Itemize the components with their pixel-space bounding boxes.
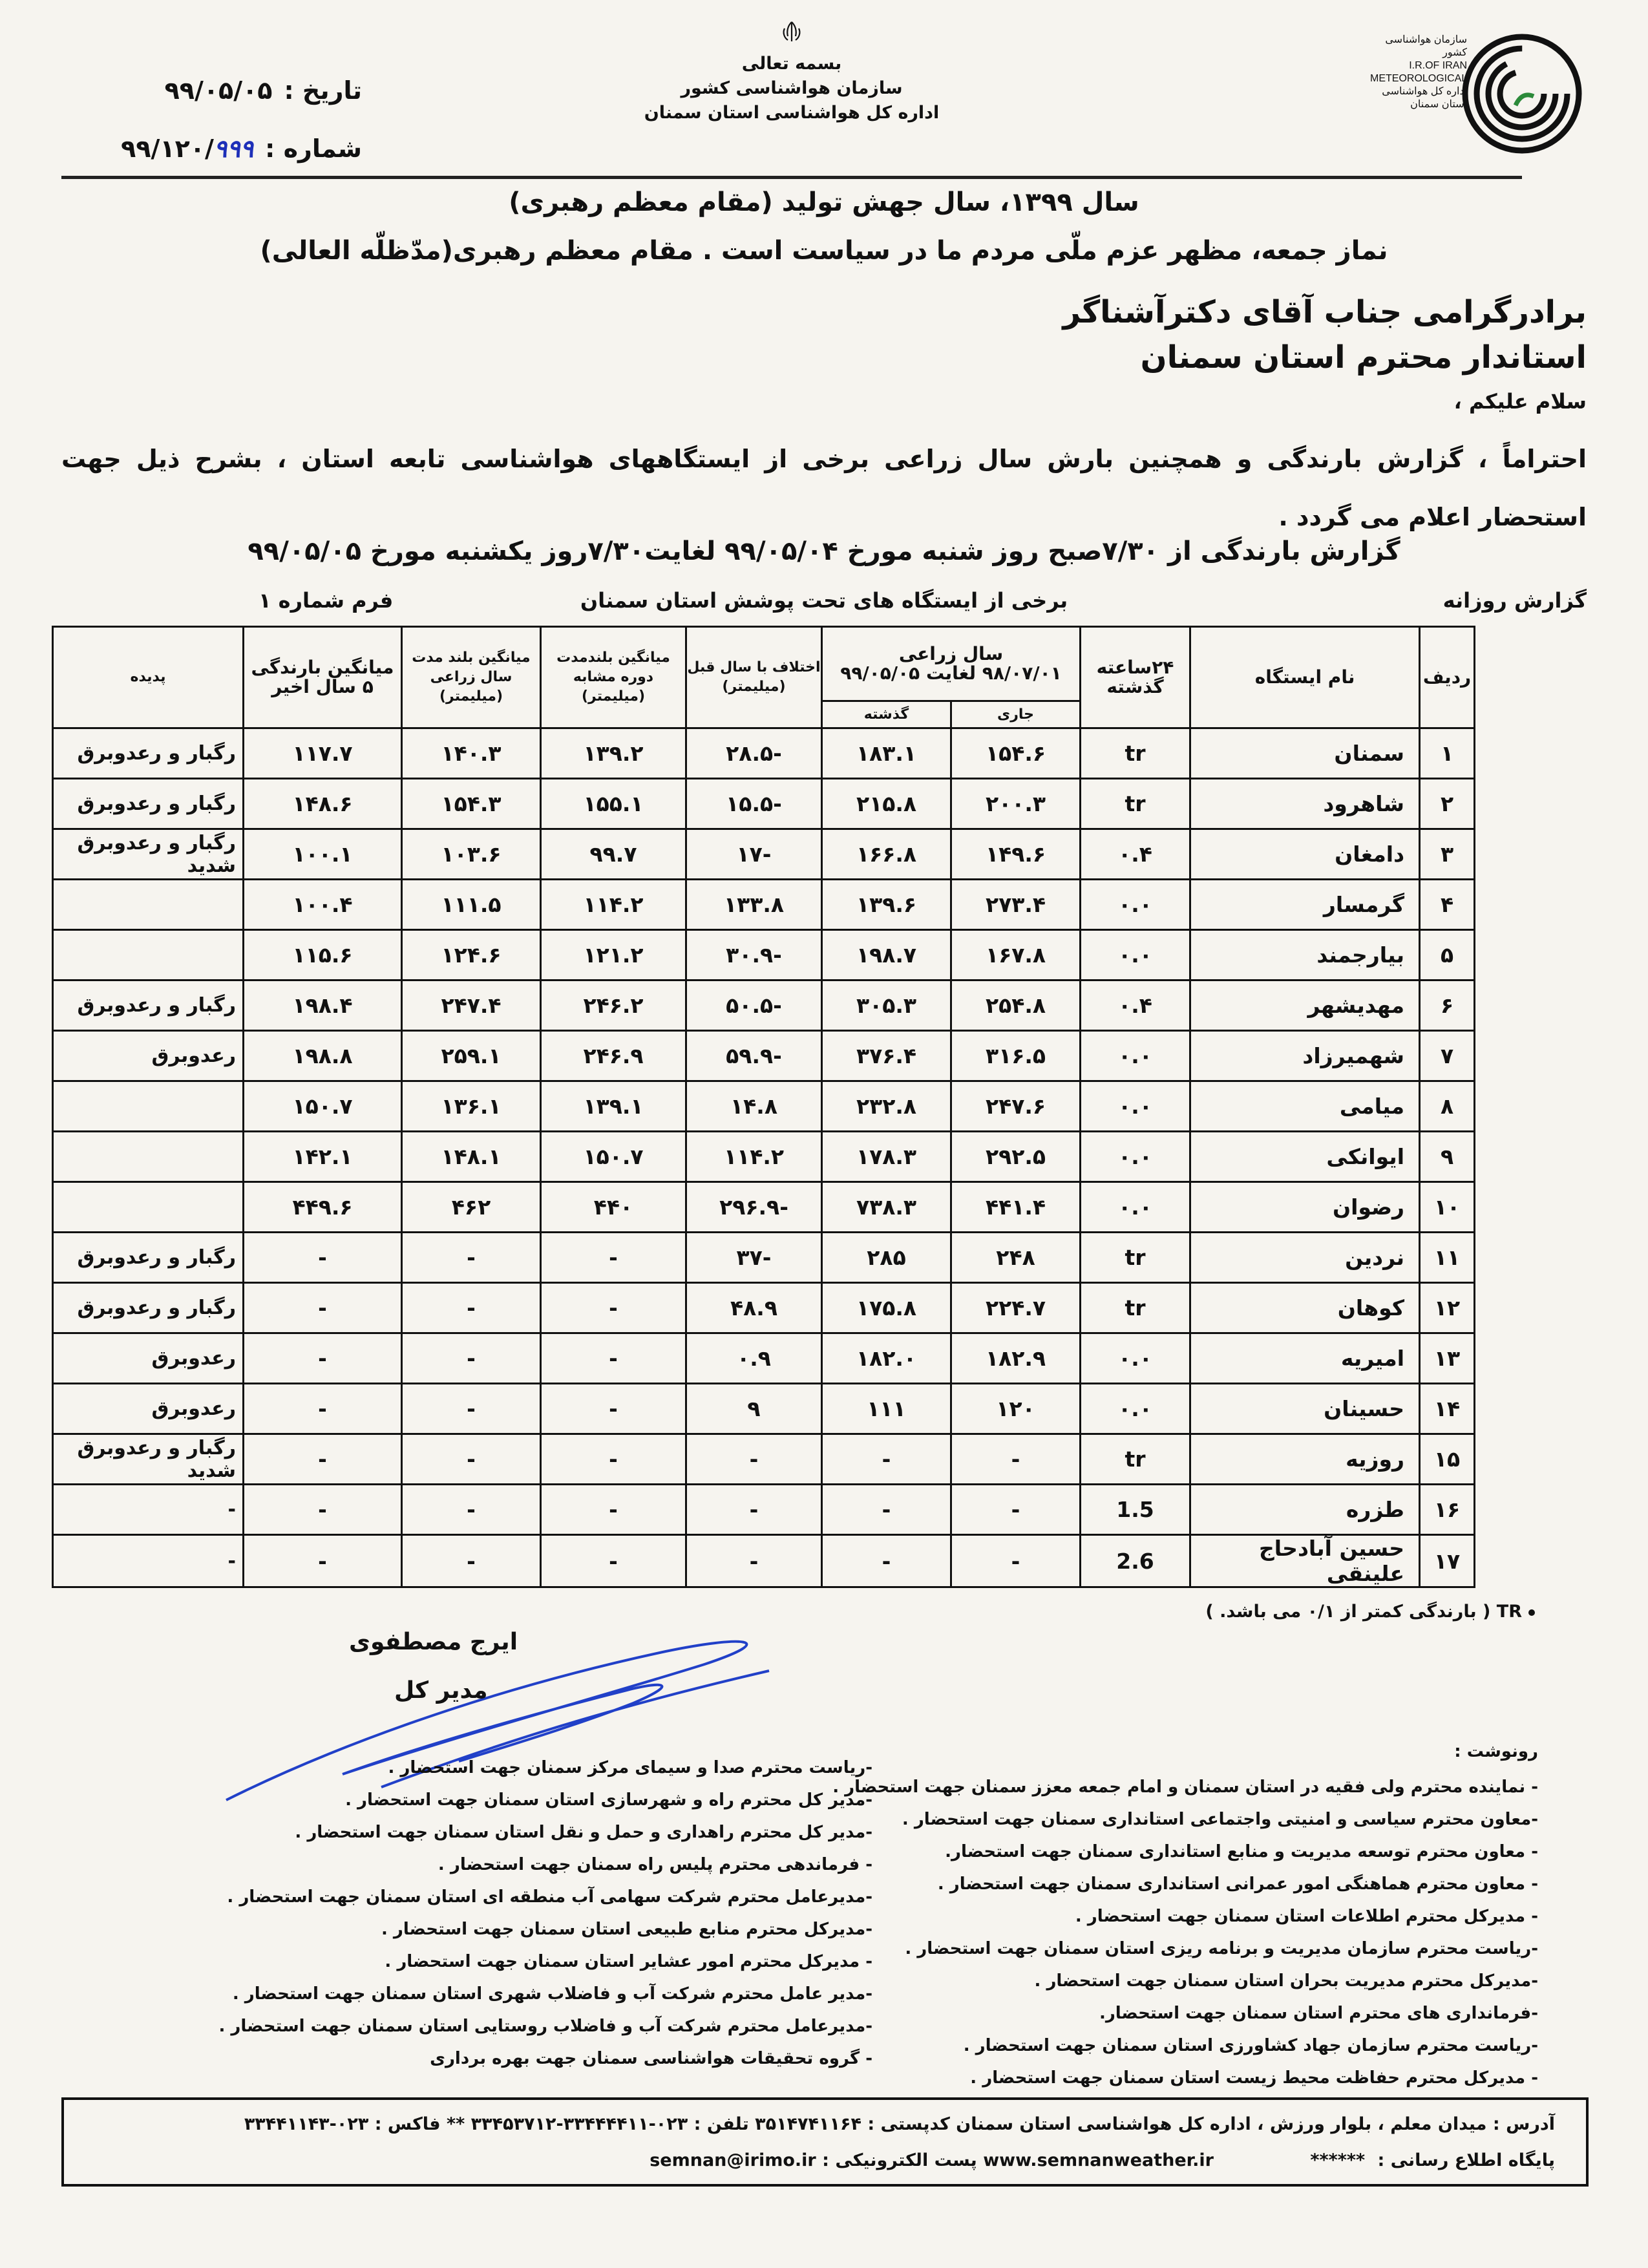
cell-past: ۲۸۵ <box>822 1233 951 1283</box>
cell-avg5: ۱۴۲.۱ <box>244 1132 402 1182</box>
cell-phenomenon <box>53 930 244 980</box>
cell-past: ۱۷۸.۳ <box>822 1132 951 1182</box>
tr-note <box>1205 1602 1535 1622</box>
table-row <box>53 1081 1475 1132</box>
table-row <box>53 1434 1475 1485</box>
cell-row-number: ۴ <box>1420 880 1475 930</box>
cell-phenomenon: - <box>53 1485 244 1535</box>
table-row <box>53 1233 1475 1283</box>
cell-similar: - <box>541 1535 686 1587</box>
footer-box <box>61 2097 1589 2187</box>
cell-station: شهمیرزاد <box>1190 1031 1420 1081</box>
basmala: بسمه تعالی <box>741 54 842 74</box>
col-24h-l1: ۲۴ساعته <box>1096 657 1174 678</box>
cell-diff: - <box>686 1434 822 1485</box>
report-scope: برخی از ایستگاه های تحت پوشش استان سمنان <box>580 588 1068 613</box>
cell-longterm: ۱۳۶.۱ <box>402 1081 541 1132</box>
col-longterm <box>402 627 541 728</box>
cell-similar: - <box>541 1384 686 1434</box>
cell-station: روزیه <box>1190 1434 1420 1485</box>
cc-item-left: - گروه تحقیقات هواشناسی سمنان جهت بهره برداری <box>430 2049 872 2068</box>
cell-longterm: ۱۱۱.۵ <box>402 880 541 930</box>
cell-station: مهدیشهر <box>1190 980 1420 1031</box>
cell-diff: - <box>686 1485 822 1535</box>
cell-current: ۱۵۴.۶ <box>951 728 1081 779</box>
cell-longterm: - <box>402 1333 541 1384</box>
cell-row-number: ۱۴ <box>1420 1384 1475 1434</box>
report-title: گزارش بارندگی از ۷/۳۰صبح روز شنبه مورخ ۹۹/۰۵/۰۴ لغایت۷/۳۰روز یکشنبه مورخ ۹۹/۰۵/۰۵ <box>248 536 1400 566</box>
cc-label: رونوشت : <box>1454 1742 1538 1761</box>
letter-body: احتراماً ، گزارش بارندگی و همچنین بارش سال زراعی برخی از ایستگاههای هواشناسی تابعه استان ، بشرح ذیل جهت استحضار اعلام می گردد . <box>61 445 1587 531</box>
cell-current: - <box>951 1535 1081 1587</box>
cell-avg5: - <box>244 1535 402 1587</box>
cell-24h: ۰.۰ <box>1081 1182 1190 1233</box>
cell-avg5: - <box>244 1283 402 1333</box>
email-label: پست الکترونیکی : <box>822 2150 977 2170</box>
col-diff-l1: اختلاف با سال قبل <box>687 659 821 675</box>
col-avg5-l1: میانگین بارندگی <box>251 657 394 678</box>
bullet-icon <box>1528 1609 1535 1616</box>
table-row <box>53 829 1475 880</box>
cell-24h: ۰.۴ <box>1081 980 1190 1031</box>
cell-similar: - <box>541 1434 686 1485</box>
col-crop-year-title: سال زراعی <box>898 643 1004 664</box>
col-24h <box>1081 627 1190 728</box>
cell-current: ۴۴۱.۴ <box>951 1182 1081 1233</box>
cell-24h: tr <box>1081 1283 1190 1333</box>
cell-avg5: - <box>244 1333 402 1384</box>
cell-phenomenon: رگبار و رعدوبرق شدید <box>53 1434 244 1485</box>
cc-item-left: -مدیر عامل محترم شرکت آب و فاضلاب شهری استان سمنان جهت استحضار . <box>232 1984 872 2004</box>
cell-station: رضوان <box>1190 1182 1420 1233</box>
number-label: شماره : <box>265 134 362 163</box>
cell-24h: ۰.۰ <box>1081 1132 1190 1182</box>
cell-current: ۱۶۷.۸ <box>951 930 1081 980</box>
cc-item-right: - معاون محترم هماهنگی امور عمرانی استانداری سمنان جهت استحضار . <box>937 1874 1538 1894</box>
col-diff-l2: (میلیمتر) <box>722 679 786 695</box>
cell-station: بیارجمند <box>1190 930 1420 980</box>
cell-phenomenon: - <box>53 1535 244 1587</box>
cell-avg5: - <box>244 1434 402 1485</box>
cell-diff: -۱۵.۵ <box>686 779 822 829</box>
cell-phenomenon: رگبار و رعدوبرق <box>53 779 244 829</box>
cell-row-number: ۱۷ <box>1420 1535 1475 1587</box>
cell-station: ایوانکی <box>1190 1132 1420 1182</box>
cell-longterm: - <box>402 1283 541 1333</box>
cell-similar: - <box>541 1283 686 1333</box>
cell-station: حسینان <box>1190 1384 1420 1434</box>
cell-station: امیریه <box>1190 1333 1420 1384</box>
cc-item-left: -مدیر کل محترم راهداری و حمل و نقل استان سمنان جهت استحضار . <box>295 1823 872 1842</box>
logo-fa-org: سازمان هواشناسی کشور <box>1385 34 1467 58</box>
cell-phenomenon: رگبار و رعدوبرق <box>53 728 244 779</box>
cell-24h: ۰.۰ <box>1081 1384 1190 1434</box>
cell-past: - <box>822 1485 951 1535</box>
cell-row-number: ۱۱ <box>1420 1233 1475 1283</box>
cc-item-right: -ریاست محترم سازمان مدیریت و برنامه ریزی استان سمنان جهت استحضار . <box>905 1939 1538 1958</box>
col-diff <box>686 627 822 728</box>
table-row <box>53 779 1475 829</box>
cell-diff: -۱۷ <box>686 829 822 880</box>
cell-row-number: ۵ <box>1420 930 1475 980</box>
cell-past: ۲۳۲.۸ <box>822 1081 951 1132</box>
cell-row-number: ۹ <box>1420 1132 1475 1182</box>
table-row <box>53 1384 1475 1434</box>
cell-row-number: ۱۵ <box>1420 1434 1475 1485</box>
cell-24h: ۰.۰ <box>1081 930 1190 980</box>
cell-current: ۲۲۴.۷ <box>951 1283 1081 1333</box>
cell-phenomenon <box>53 1132 244 1182</box>
cell-24h: ۰.۰ <box>1081 1031 1190 1081</box>
cell-station: میامی <box>1190 1081 1420 1132</box>
table-row <box>53 1031 1475 1081</box>
table-row <box>53 930 1475 980</box>
cell-diff: -۵۹.۹ <box>686 1031 822 1081</box>
cell-row-number: ۷ <box>1420 1031 1475 1081</box>
cc-item-right: -معاون محترم سیاسی و امنیتی واجتماعی استانداری سمنان جهت استحضار . <box>902 1810 1538 1829</box>
cell-current: ۱۲۰ <box>951 1384 1081 1434</box>
cell-similar: ۹۹.۷ <box>541 829 686 880</box>
cell-diff: ۱۴.۸ <box>686 1081 822 1132</box>
cell-past: ۳۰۵.۳ <box>822 980 951 1031</box>
col-24h-l2: گذشته <box>1106 676 1164 697</box>
cc-item-right: -فرمانداری های محترم استان سمنان جهت استحضار. <box>1099 2004 1538 2023</box>
cell-phenomenon: رگبار و رعدوبرق شدید <box>53 829 244 880</box>
col-similar-l2: دوره مشابه <box>573 669 654 685</box>
cell-similar: ۲۴۶.۹ <box>541 1031 686 1081</box>
cell-avg5: ۱۰۰.۴ <box>244 880 402 930</box>
cell-past: ۳۷۶.۴ <box>822 1031 951 1081</box>
cell-current: - <box>951 1434 1081 1485</box>
cell-phenomenon: رگبار و رعدوبرق <box>53 980 244 1031</box>
cell-similar: ۱۲۱.۲ <box>541 930 686 980</box>
cell-24h: 1.5 <box>1081 1485 1190 1535</box>
cell-24h: tr <box>1081 1233 1190 1283</box>
website-link[interactable]: www.semnanweather.ir <box>983 2150 1214 2170</box>
cc-item-left: - فرماندهی محترم پلیس راه سمنان جهت استحضار . <box>438 1855 872 1874</box>
signer-title: مدیر کل <box>394 1677 488 1704</box>
cell-24h: ۰.۰ <box>1081 1081 1190 1132</box>
dept-name: اداره کل هواشناسی استان سمنان <box>644 103 940 123</box>
cell-avg5: ۱۰۰.۱ <box>244 829 402 880</box>
cell-diff: -۲۹۶.۹ <box>686 1182 822 1233</box>
cell-longterm: - <box>402 1384 541 1434</box>
cell-similar: ۲۴۶.۲ <box>541 980 686 1031</box>
footer-contact <box>650 2150 1555 2170</box>
report-type: گزارش روزانه <box>1442 588 1587 613</box>
rainfall-table <box>52 626 1475 1588</box>
date-number-block <box>90 61 362 178</box>
cc-item-right: - نماینده محترم ولی فقیه در استان سمنان و امام جمعه معزز سمنان جهت استحضار . <box>832 1777 1538 1797</box>
cell-longterm: ۱۰۳.۶ <box>402 829 541 880</box>
letterhead <box>598 19 986 125</box>
logo-fa-dept: اداره کل هواشناسی استان سمنان <box>1382 86 1467 110</box>
table-row <box>53 1333 1475 1384</box>
cell-row-number: ۳ <box>1420 829 1475 880</box>
cell-diff: -۳۷ <box>686 1233 822 1283</box>
cell-current: ۱۸۲.۹ <box>951 1333 1081 1384</box>
footer-address: آدرس : میدان معلم ، بلوار ورزش ، اداره کل هواشناسی استان سمنان کدپستی : ۳۵۱۴۷۴۱۱۶۴ تلفن : ۰۲۳-۳۳۴۴۴۴۱۱-۳۳۴۵۳۷۱۲ ** فاکس : ۰۲۳-۳۳۴۴۱۱۴۳ <box>244 2114 1555 2134</box>
cell-similar: ۱۳۹.۱ <box>541 1081 686 1132</box>
table-row <box>53 880 1475 930</box>
cell-24h: ۰.۰ <box>1081 880 1190 930</box>
cell-phenomenon: رعدوبرق <box>53 1031 244 1081</box>
cell-avg5: ۱۱۵.۶ <box>244 930 402 980</box>
number-handwritten: ۹۹۹ <box>213 134 254 163</box>
cell-phenomenon: رعدوبرق <box>53 1384 244 1434</box>
cell-24h: 2.6 <box>1081 1535 1190 1587</box>
cell-row-number: ۱۲ <box>1420 1283 1475 1333</box>
cell-phenomenon: رگبار و رعدوبرق <box>53 1283 244 1333</box>
col-avg5 <box>244 627 402 728</box>
cell-current: ۲۷۳.۴ <box>951 880 1081 930</box>
cell-phenomenon: رگبار و رعدوبرق <box>53 1233 244 1283</box>
cell-current: ۲۴۷.۶ <box>951 1081 1081 1132</box>
signer-name: ایرج مصطفوی <box>349 1629 518 1655</box>
header-divider <box>61 176 1522 179</box>
table-body <box>53 728 1475 1587</box>
cell-past: ۱۸۳.۱ <box>822 728 951 779</box>
logo-en-line1: I.R.OF IRAN <box>1409 60 1467 71</box>
table-row <box>53 1485 1475 1535</box>
col-crop-year-range: ۹۸/۰۷/۰۱ لغایت ۹۹/۰۵/۰۵ <box>840 662 1062 684</box>
cell-similar: ۱۵۰.۷ <box>541 1132 686 1182</box>
cell-past: ۱۳۹.۶ <box>822 880 951 930</box>
cell-past: ۱۶۶.۸ <box>822 829 951 880</box>
cc-item-left: - مدیرکل محترم امور عشایر استان سمنان جهت استحضار . <box>385 1952 872 1971</box>
cell-longterm: ۱۲۴.۶ <box>402 930 541 980</box>
col-phenomenon: پدیده <box>53 627 244 728</box>
cell-similar: ۱۵۵.۱ <box>541 779 686 829</box>
cc-item-left: -مدیرعامل محترم شرکت سهامی آب منطقه ای استان سمنان جهت استحضار . <box>227 1887 872 1907</box>
cell-current: ۳۱۶.۵ <box>951 1031 1081 1081</box>
meteorological-logo-icon <box>1457 29 1587 158</box>
cell-avg5: - <box>244 1485 402 1535</box>
cell-station: گرمسار <box>1190 880 1420 930</box>
cell-phenomenon: رعدوبرق <box>53 1333 244 1384</box>
cell-avg5: ۱۹۸.۴ <box>244 980 402 1031</box>
col-past: گذشته <box>822 701 951 728</box>
cell-diff: -۲۸.۵ <box>686 728 822 779</box>
cell-24h: tr <box>1081 779 1190 829</box>
addressee-title: استاندار محترم استان سمنان <box>1140 339 1587 376</box>
cell-longterm: ۱۴۸.۱ <box>402 1132 541 1182</box>
cc-item-right: - معاون محترم توسعه مدیریت و منابع استانداری سمنان جهت استحضار. <box>945 1842 1538 1861</box>
cell-past: - <box>822 1434 951 1485</box>
cell-station: شاهرود <box>1190 779 1420 829</box>
cell-avg5: ۱۹۸.۸ <box>244 1031 402 1081</box>
addressee-name: برادرگرامی جناب آقای دکترآشناگر <box>1062 294 1587 330</box>
cell-current: ۲۹۲.۵ <box>951 1132 1081 1182</box>
cell-avg5: ۴۴۹.۶ <box>244 1182 402 1233</box>
cell-diff: ۰.۹ <box>686 1333 822 1384</box>
cell-diff: ۴۸.۹ <box>686 1283 822 1333</box>
cell-avg5: ۱۴۸.۶ <box>244 779 402 829</box>
date-label: تاریخ : <box>284 76 362 105</box>
info-stars: ****** <box>1310 2150 1366 2170</box>
col-similar-l1: میانگین بلندمدت <box>556 650 670 666</box>
cell-longterm: ۴۶۲ <box>402 1182 541 1233</box>
col-station: نام ایستگاه <box>1190 627 1420 728</box>
cell-similar: - <box>541 1485 686 1535</box>
cell-diff: ۱۱۴.۲ <box>686 1132 822 1182</box>
leader-quote: نماز جمعه، مظهر عزم ملّی مردم ما در سیاست است . مقام معظم رهبری(مدّظلّه العالی) <box>260 236 1388 266</box>
cell-diff: ۱۳۳.۸ <box>686 880 822 930</box>
cell-24h: tr <box>1081 728 1190 779</box>
greeting: سلام علیکم ، <box>1453 389 1587 414</box>
cell-longterm: ۲۵۹.۱ <box>402 1031 541 1081</box>
cell-station: طزره <box>1190 1485 1420 1535</box>
cell-past: ۱۸۲.۰ <box>822 1333 951 1384</box>
cc-item-left: -مدیرعامل محترم شرکت آب و فاضلاب روستایی استان سمنان جهت استحضار . <box>218 2017 872 2036</box>
cell-current: ۲۴۸ <box>951 1233 1081 1283</box>
cell-past: ۱۹۸.۷ <box>822 930 951 980</box>
col-similar-l3: (میلیمتر) <box>581 688 646 705</box>
col-longterm-l3: (میلیمتر) <box>439 688 503 705</box>
cc-item-right: -ریاست محترم سازمان جهاد کشاورزی استان سمنان جهت استحضار . <box>963 2036 1538 2055</box>
number-value <box>121 120 253 178</box>
cc-item-left: -مدیرکل محترم منابع طبیعی استان سمنان جهت استحضار . <box>381 1920 872 1939</box>
cell-row-number: ۱۰ <box>1420 1182 1475 1233</box>
cell-row-number: ۱۳ <box>1420 1333 1475 1384</box>
cell-station: حسین آبادحاج علینقی <box>1190 1535 1420 1587</box>
cell-longterm: - <box>402 1485 541 1535</box>
email-link[interactable]: semnan@irimo.ir <box>650 2150 816 2170</box>
date-value: ۹۹/۰۵/۰۵ <box>164 76 273 105</box>
cell-phenomenon <box>53 880 244 930</box>
tr-note-text: ( بارندگی کمتر از ۰/۱ می باشد. ) <box>1205 1602 1491 1622</box>
cell-current: - <box>951 1485 1081 1535</box>
table-row <box>53 1283 1475 1333</box>
cell-similar: - <box>541 1333 686 1384</box>
col-current: جاری <box>951 701 1081 728</box>
cell-phenomenon <box>53 1182 244 1233</box>
cell-longterm: - <box>402 1535 541 1587</box>
col-similar <box>541 627 686 728</box>
cc-list-right <box>832 1771 1538 2094</box>
cell-longterm: ۱۵۴.۳ <box>402 779 541 829</box>
cell-past: ۱۷۵.۸ <box>822 1283 951 1333</box>
cell-diff: - <box>686 1535 822 1587</box>
cell-similar: - <box>541 1233 686 1283</box>
cell-similar: ۱۳۹.۲ <box>541 728 686 779</box>
iran-emblem-icon <box>779 19 805 45</box>
col-avg5-l2: ۵ سال اخیر <box>271 676 374 697</box>
cc-item-right: -مدیرکل محترم مدیریت بحران استان سمنان جهت استحضار . <box>1034 1971 1538 1991</box>
cell-24h: tr <box>1081 1434 1190 1485</box>
cell-station: نردین <box>1190 1233 1420 1283</box>
cc-item-right: - مدیرکل محترم حفاظت محیط زیست استان سمنان جهت استحضار . <box>970 2068 1538 2088</box>
cell-phenomenon <box>53 1081 244 1132</box>
form-number: فرم شماره ۱ <box>259 588 394 613</box>
cell-current: ۲۰۰.۳ <box>951 779 1081 829</box>
col-crop-year <box>822 627 1081 701</box>
table-row <box>53 1132 1475 1182</box>
cell-avg5: ۱۵۰.۷ <box>244 1081 402 1132</box>
cell-past: ۷۳۸.۳ <box>822 1182 951 1233</box>
cell-past: - <box>822 1535 951 1587</box>
table-row <box>53 1535 1475 1587</box>
number-printed: ۹۹/۱۲۰/ <box>121 134 214 163</box>
cell-longterm: - <box>402 1233 541 1283</box>
table-row <box>53 980 1475 1031</box>
cell-row-number: ۱۶ <box>1420 1485 1475 1535</box>
logo-en-line2: METEOROLOGICAL <box>1370 73 1468 84</box>
cell-station: سمنان <box>1190 728 1420 779</box>
col-longterm-l1: میانگین بلند مدت <box>412 650 531 666</box>
cell-row-number: ۸ <box>1420 1081 1475 1132</box>
cc-item-right: - مدیرکل محترم اطلاعات استان سمنان جهت استحضار . <box>1075 1907 1538 1926</box>
col-longterm-l2: سال زراعی <box>430 669 512 685</box>
cell-longterm: ۱۴۰.۳ <box>402 728 541 779</box>
info-label: پایگاه اطلاع رسانی : <box>1377 2150 1555 2170</box>
cell-row-number: ۶ <box>1420 980 1475 1031</box>
cell-24h: ۰.۰ <box>1081 1333 1190 1384</box>
cc-list-left <box>218 1752 872 2075</box>
cell-past: ۲۱۵.۸ <box>822 779 951 829</box>
table-row <box>53 1182 1475 1233</box>
cell-longterm: - <box>402 1434 541 1485</box>
cell-row-number: ۱ <box>1420 728 1475 779</box>
year-slogan: سال ۱۳۹۹، سال جهش تولید (مقام معظم رهبری) <box>509 187 1139 217</box>
cell-station: کوهان <box>1190 1283 1420 1333</box>
cell-similar: ۴۴۰ <box>541 1182 686 1233</box>
col-row: ردیف <box>1420 627 1475 728</box>
cell-diff: -۵۰.۵ <box>686 980 822 1031</box>
org-name: سازمان هواشناسی کشور <box>681 78 903 98</box>
cell-avg5: - <box>244 1233 402 1283</box>
cell-row-number: ۲ <box>1420 779 1475 829</box>
tr-abbr: TR <box>1496 1602 1522 1622</box>
cell-diff: -۳۰.۹ <box>686 930 822 980</box>
cc-item-left: -ریاست محترم صدا و سیمای مرکز سمنان جهت استحضار . <box>388 1758 872 1777</box>
cell-avg5: ۱۱۷.۷ <box>244 728 402 779</box>
cell-avg5: - <box>244 1384 402 1434</box>
cell-past: ۱۱۱ <box>822 1384 951 1434</box>
cell-diff: ۹ <box>686 1384 822 1434</box>
cc-item-left: -مدیر کل محترم راه و شهرسازی استان سمنان جهت استحضار . <box>345 1790 872 1810</box>
cell-current: ۲۵۴.۸ <box>951 980 1081 1031</box>
cell-current: ۱۴۹.۶ <box>951 829 1081 880</box>
table-row <box>53 728 1475 779</box>
cell-station: دامغان <box>1190 829 1420 880</box>
cell-longterm: ۲۴۷.۴ <box>402 980 541 1031</box>
cell-24h: ۰.۴ <box>1081 829 1190 880</box>
cell-similar: ۱۱۴.۲ <box>541 880 686 930</box>
logo-text <box>1370 34 1467 111</box>
